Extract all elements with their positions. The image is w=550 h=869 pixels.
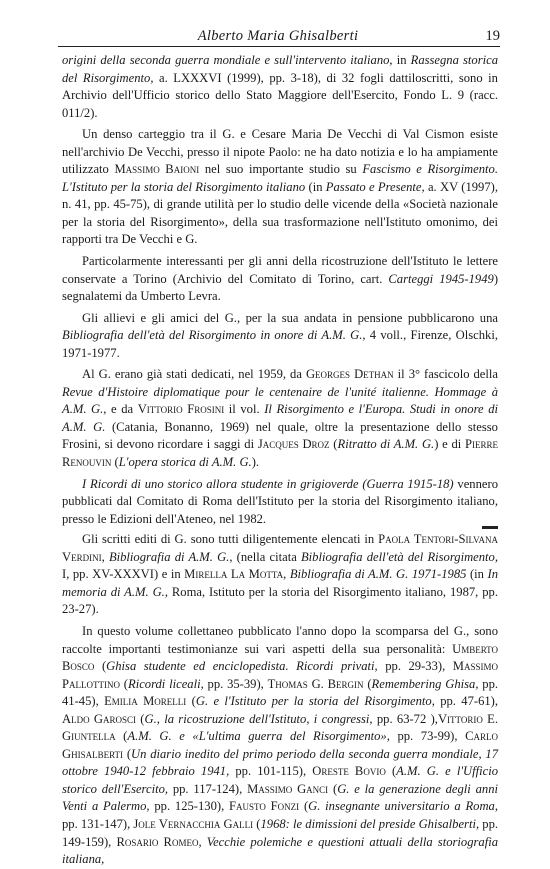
author-name: Pierre Renouvin	[62, 437, 499, 470]
italic-run: Bibliografia di A.M. G. 1971-1985	[289, 567, 467, 582]
text-run: Gli allievi e gli amici del G., per la sua andata in pensione pubblicarono una	[82, 310, 498, 325]
author-name: Carlo Ghisalberti	[62, 729, 498, 761]
text-run: (	[186, 694, 196, 709]
italic-run: Un diario inedito del primo periodo della seconda guerra mondiale, 17 ottobre 1940-12 febbraio 1941,	[62, 746, 499, 779]
italic-run: Rassegna storica del Risorgimento,	[62, 53, 498, 85]
italic-run: G. e l'Istituto per la storia del Risorgimento,	[195, 694, 435, 709]
text-run: (in	[305, 179, 326, 194]
italic-run: Revue d'Histoire diplomatique pour le centenaire de l'unité italienne. Hommage à A.M. G.,	[62, 384, 498, 417]
body-text	[62, 52, 498, 869]
text-run: Particolarmente interessanti per gli anni della ricostruzione dell'Istituto le lettere conservate a Torino (Archivio del Comitato di Torino, cart.	[62, 254, 498, 286]
italic-run: Bibliografia di A.M. G.,	[108, 549, 233, 564]
author-name: Massimo Pallottino	[62, 659, 498, 691]
header-rule	[58, 46, 500, 47]
paragraph	[62, 126, 498, 249]
printer-mark	[482, 526, 498, 529]
author-name: Jacques Droz	[257, 437, 330, 452]
text-run: (	[299, 799, 309, 814]
author-name: Rosario Romeo,	[116, 834, 202, 849]
running-header	[58, 28, 498, 46]
author-name: Mirella La Motta,	[184, 567, 287, 582]
italic-run: Fascismo e Risorgimento. L'Istituto per la storia del Risorgimento italiano	[62, 162, 498, 194]
text-run: pp. 101-115),	[229, 764, 313, 779]
italic-run: 1968: le dimissioni del preside Ghisalberti,	[260, 816, 480, 831]
author-name: Oreste Bovio	[312, 764, 386, 779]
author-name: Aldo Garosci	[62, 711, 136, 726]
italic-run: Bibliografia dell'età del Risorgimento,	[300, 549, 498, 564]
text-run: il vol.	[224, 402, 265, 417]
italic-run: Bibliografia dell'età del Risorgimento in onore di A.M. G.,	[62, 328, 366, 343]
italic-run: L'opera storica di A.M. G.	[118, 455, 252, 470]
text-run: (in	[466, 567, 488, 582]
italic-run: G., la ricostruzione dell'Istituto, i congressi,	[144, 711, 373, 726]
italic-run: Ritratto di A.M. G.	[337, 437, 435, 452]
text-run: a. XV (1997), n. 41, pp. 45-75), di grande utilità per lo studio delle vicende della «Società nazionale per la storia del Risorgimento», della sua trasformazione nell'Istituto omonimo, dei rapporti tra De Vecchi e G.	[62, 179, 498, 247]
text-run: (	[363, 676, 372, 691]
text-run: (nella citata	[232, 549, 301, 564]
author-name: Georges Dethan	[305, 367, 394, 382]
italic-run: Il Risorgimento e l'Europa. Studi in onore di A.M. G.	[62, 402, 499, 434]
text-run: I, pp. XV-XXXVI) e in	[62, 567, 185, 582]
italic-run: Passato e Presente,	[325, 179, 425, 194]
text-run: (	[385, 764, 397, 779]
author-name: Vittorio Frosini	[137, 402, 225, 417]
italic-run: A.M. G. e l'Ufficio storico dell'Esercito,	[62, 764, 498, 796]
text-run: ) e di	[434, 437, 465, 452]
text-run: (	[329, 437, 338, 452]
text-run: (	[120, 676, 128, 691]
paragraph	[62, 476, 498, 529]
text-run: (	[136, 711, 145, 726]
text-run: ) segnalatemi da Umberto Levra.	[62, 271, 499, 304]
text-run: pp. 73-99),	[389, 729, 466, 744]
text-run: (Catania, Bonanno, 1969) nel quale, oltre la presentazione dello stesso Frosini, si devono ricordare i saggi di	[62, 419, 498, 452]
author-name: Massimo Baioni	[114, 162, 200, 177]
paragraph	[62, 253, 498, 306]
text-run: vennero pubblicati dal Comitato di Roma dell'Istituto per la storia del Risorgimento italiano, presso le Edizioni dell'Ateneo, nel 1982.	[62, 476, 498, 526]
text-run: (	[111, 455, 119, 470]
text-run: Un denso carteggio tra il G. e Cesare Maria De Vecchi di Val Cismon esiste nell'archivio De Vecchi, presso il nipote Paolo: ne ha dato notizia e lo ha ampiamente utilizzato	[62, 127, 498, 177]
text-run: pp. 125-130),	[149, 799, 230, 814]
italic-run: G. e la generazione degli anni Venti a Palermo,	[62, 781, 499, 814]
italic-run: A.M. G. e «L'ultima guerra del Risorgimento»,	[127, 729, 390, 744]
author-name: Emilia Morelli	[104, 694, 187, 709]
text-run: (	[253, 816, 261, 831]
text-run: pp. 149-159),	[62, 816, 499, 849]
author-name: Massimo Ganci	[247, 781, 329, 796]
text-run: (	[115, 729, 128, 744]
paragraph	[62, 310, 498, 363]
italic-run: G. insegnante universitario a Roma,	[308, 799, 498, 814]
author-name: Vittorio E. Giuntella	[62, 711, 499, 744]
text-run: pp. 131-147),	[62, 816, 134, 831]
italic-run: Vecchie polemiche e questioni attuali della storiografia italiana,	[62, 834, 498, 867]
text-run: nel suo importante studio su	[199, 162, 363, 177]
text-run: pp. 35-39),	[203, 676, 268, 691]
text-run: ).	[251, 455, 260, 470]
italic-run: Ricordi liceali,	[128, 676, 204, 691]
text-run: 4 voll., Firenze, Olschki, 1971-1977.	[62, 328, 498, 360]
italic-run: Ghisa studente ed enciclopedista. Ricordi privati,	[106, 659, 378, 674]
text-run: pp. 117-124),	[168, 781, 248, 796]
text-run: in	[392, 53, 411, 67]
text-run: (	[94, 659, 107, 674]
author-name: Paola Tentori-Silvana Verdini,	[62, 532, 498, 564]
text-run: e da	[106, 402, 138, 417]
text-run: il 3° fascicolo della	[393, 367, 498, 382]
italic-run: Remembering Ghisa,	[371, 676, 479, 691]
paragraph	[62, 531, 498, 619]
author-name: Jole Vernacchia Galli	[133, 816, 254, 831]
italic-run: I Ricordi di uno storico allora studente in grigioverde (Guerra 1915-18)	[82, 476, 454, 491]
author-name: Umberto Bosco	[62, 641, 498, 674]
running-title: Alberto Maria Ghisalberti	[197, 28, 359, 44]
author-name: Fausto Fonzi	[229, 799, 300, 814]
paragraph	[62, 623, 498, 869]
text-run: a. LXXXVI (1999), pp. 3-18), di 32 fogli dattiloscritti, sono in Archivio dell'Ufficio storico dello Stato Maggiore dell'Esercito, Fondo L. 9 (racc. 011/2).	[62, 70, 498, 120]
text-run: Gli scritti editi di G. sono tutti diligentemente elencati in	[82, 532, 379, 547]
text-run: pp. 47-61),	[434, 694, 499, 709]
text-run: (	[123, 746, 132, 761]
italic-run: In memoria di A.M. G.,	[62, 567, 498, 599]
text-run: pp. 63-72 ),	[372, 711, 438, 726]
paragraph	[62, 52, 498, 122]
text-run: In questo volume collettaneo pubblicato l'anno dopo la scomparsa del G., sono raccolte importanti testimonianze sui vari aspetti della sua personalità:	[62, 623, 498, 656]
author-name: Thomas G. Bergin	[267, 676, 364, 691]
paragraph	[62, 366, 498, 471]
page-number: 19	[485, 28, 500, 44]
italic-run: Carteggi 1945-1949	[388, 271, 494, 286]
text-run: Roma, Istituto per la storia del Risorgimento italiano, 1987, pp. 23-27).	[62, 584, 498, 617]
text-run: (	[328, 781, 338, 796]
text-run: pp. 41-45),	[62, 676, 499, 709]
text-run: pp. 29-33),	[377, 659, 453, 674]
italic-run: origini della seconda guerra mondiale e sull'intervento italiano,	[62, 53, 393, 67]
text-run: Al G. erano già stati dedicati, nel 1959, da	[82, 367, 306, 382]
